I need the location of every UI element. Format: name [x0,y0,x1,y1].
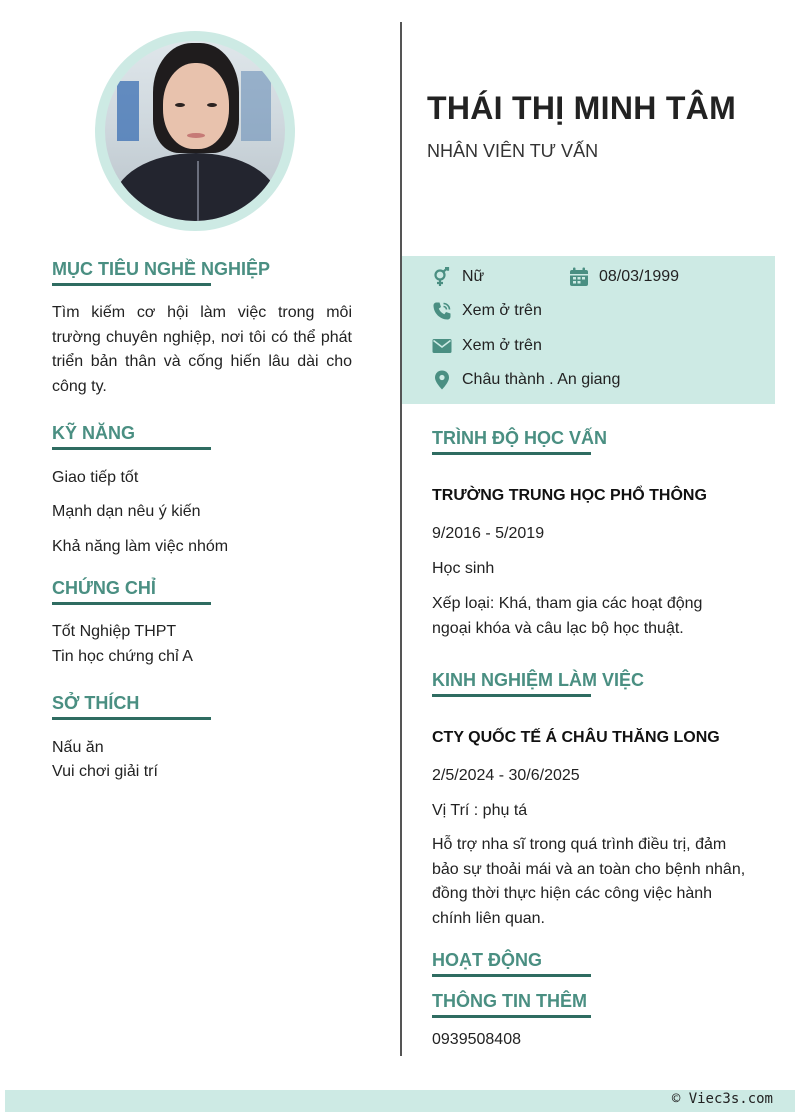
education-divider [432,452,591,455]
footer-bar [5,1090,795,1112]
hobbies-divider [52,717,211,720]
footer-credit: © Viec3s.com [671,1091,773,1107]
education-role: Học sinh [432,560,495,577]
gender-icon [432,267,452,287]
education-title: TRÌNH ĐỘ HỌC VẤN [432,428,607,448]
additional-info-divider [432,1015,591,1018]
birthdate-row [569,267,679,287]
birthdate-value: 08/03/1999 [599,268,680,285]
education-description: Xếp loại: Khá, tham gia các hoạt động ngoại khóa và câu lạc bộ học thuật. [432,595,703,637]
full-name: THÁI THỊ MINH TÂM [427,90,737,126]
gender-value: Nữ [462,268,485,285]
objective-divider [52,283,211,286]
skill-item: Giao tiếp tốt [52,469,139,486]
phone-value: Xem ở trên [462,302,542,319]
phone-row [432,301,542,321]
location-icon [432,370,452,390]
certificate-item: Tin học chứng chỉ A [52,648,193,665]
skills-divider [52,447,211,450]
objective-title: MỤC TIÊU NGHỀ NGHIỆP [52,259,271,279]
certificates-divider [52,602,211,605]
job-title: NHÂN VIÊN TƯ VẤN [427,141,599,161]
additional-info-title: THÔNG TIN THÊM [432,991,587,1011]
hobby-item: Vui chơi giải trí [52,763,158,780]
additional-info-text: 0939508408 [432,1031,521,1048]
skill-item: Khả năng làm việc nhóm [52,538,229,555]
activities-title: HOẠT ĐỘNG [432,950,542,970]
certificate-item: Tốt Nghiệp THPT [52,623,177,640]
experience-divider [432,694,591,697]
phone-icon [432,301,452,321]
experience-description: Hỗ trợ nha sĩ trong quá trình điều trị, đảm bảo sự thoải mái và an toàn cho bệnh nhân, đồng thời thực hiện các công việc hành chính liên quan. [432,836,746,927]
hobby-item: Nấu ăn [52,739,104,756]
calendar-icon [569,267,589,287]
experience-period: 2/5/2024 - 30/6/2025 [432,767,580,784]
address-value: Châu thành . An giang [462,371,621,388]
school-name: TRƯỜNG TRUNG HỌC PHỔ THÔNG [432,487,707,504]
avatar [105,41,285,221]
objective-text: Tìm kiếm cơ hội làm việc trong môi trường chuyên nghiệp, nơi tôi có thể phát triển bản thân và cống hiến lâu dài cho công ty. [52,304,352,395]
email-row [432,336,542,356]
contact-panel [402,256,775,404]
email-value: Xem ở trên [462,337,542,354]
experience-title: KINH NGHIỆM LÀM VIỆC [432,670,645,690]
skill-item: Mạnh dạn nêu ý kiến [52,503,201,520]
address-row [432,370,620,390]
avatar-frame [95,31,295,231]
activities-divider [432,974,591,977]
experience-position: Vị Trí : phụ tá [432,802,528,819]
email-icon [432,336,452,356]
skills-title: KỸ NĂNG [52,423,136,443]
certificates-title: CHỨNG CHỈ [52,578,156,598]
company-name: CTY QUỐC TẾ Á CHÂU THĂNG LONG [432,729,720,746]
education-period: 9/2016 - 5/2019 [432,525,545,542]
gender-row [432,267,484,287]
column-divider [400,22,402,1056]
hobbies-title: SỞ THÍCH [52,693,140,713]
